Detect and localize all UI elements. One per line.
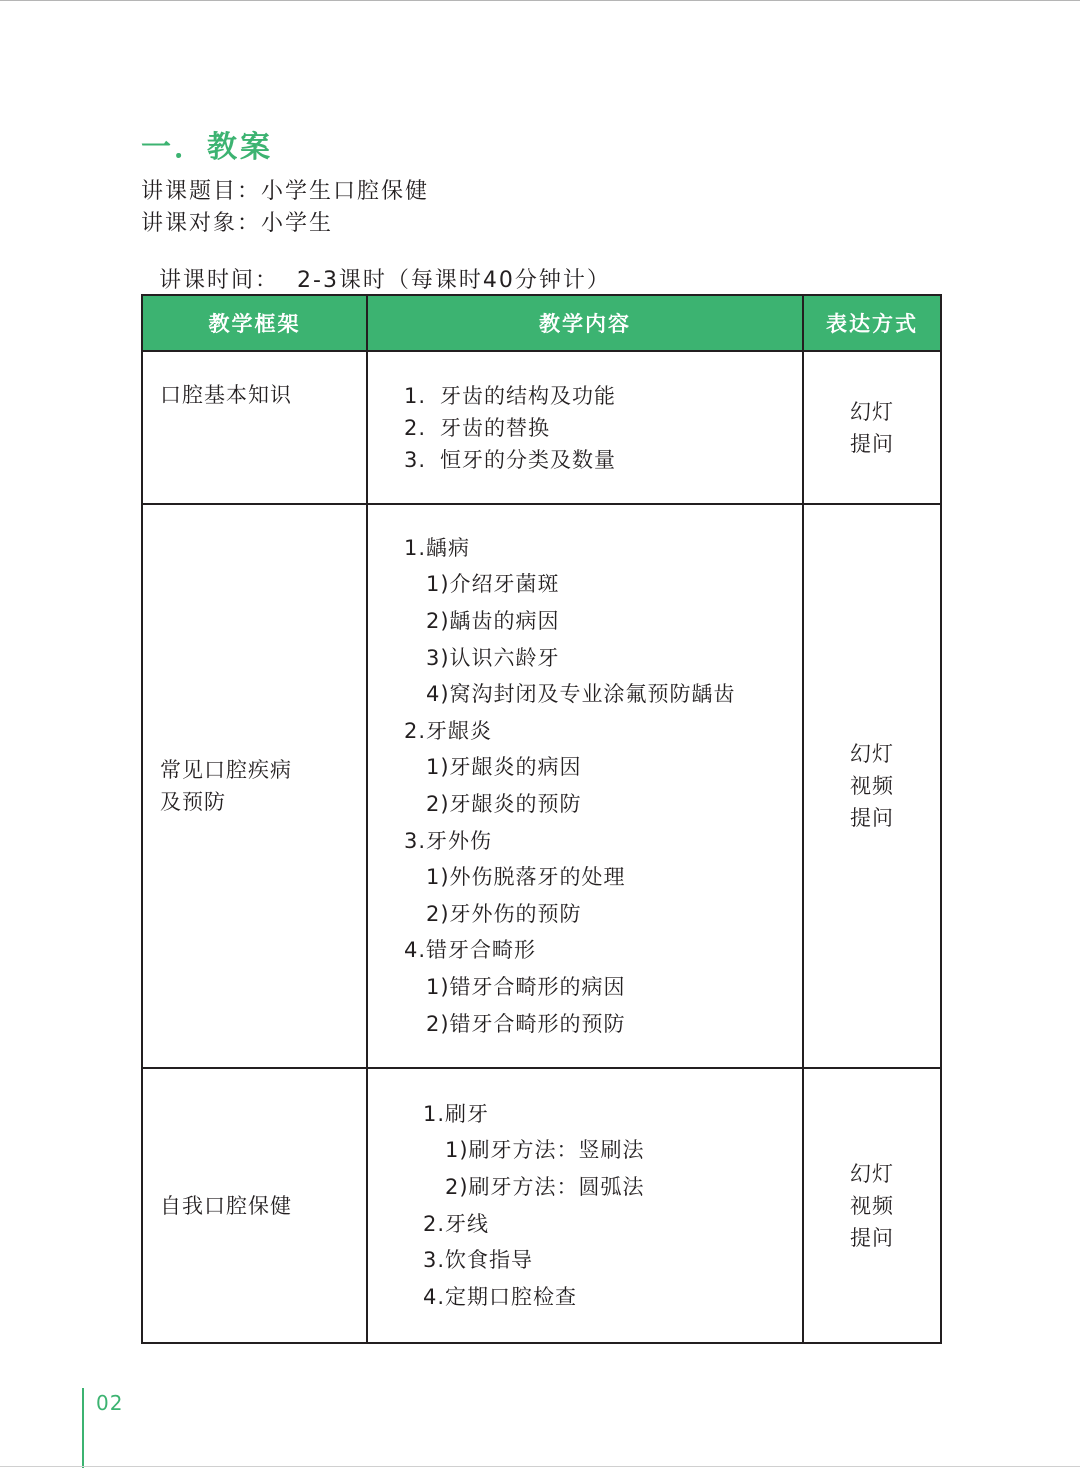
- subtopic-item: 1)牙龈炎的病因: [426, 755, 582, 780]
- table-row: [142, 504, 941, 1068]
- topic-item: 2.牙龈炎: [404, 718, 493, 743]
- meta-label: 讲课题目：: [141, 179, 262, 204]
- method-item: 提问: [850, 806, 894, 830]
- method-item: 提问: [850, 431, 894, 456]
- method-cell: [803, 351, 941, 504]
- topic-item: 4.定期口腔检查: [423, 1284, 578, 1309]
- bottom-rule: [0, 1466, 1080, 1467]
- content-cell: [367, 504, 803, 1068]
- meta-label: 讲课时间：: [159, 268, 280, 293]
- subtopic-item: 2)牙外伤的预防: [426, 901, 582, 926]
- header-method: 表达方式: [803, 295, 941, 351]
- meta-topic: [141, 174, 429, 205]
- subtopic-item: 2)刷牙方法：圆弧法: [445, 1174, 645, 1199]
- method-item: 幻灯: [850, 742, 894, 766]
- subtopic-item: 3)认识六龄牙: [426, 645, 560, 670]
- method-item: 提问: [850, 1225, 894, 1250]
- meta-value: 小学生口腔保健: [261, 179, 430, 204]
- subtopic-item: 2)龋齿的病因: [426, 609, 560, 634]
- topic-item: 1.龋病: [404, 535, 471, 560]
- header-content: 教学内容: [367, 295, 803, 351]
- table-row: [142, 351, 941, 504]
- table-header-row: [142, 295, 941, 351]
- frame-label: 口腔基本知识: [160, 383, 292, 407]
- content-list: [368, 380, 802, 476]
- topic-item: 2.牙线: [423, 1211, 490, 1236]
- method-item: 视频: [850, 774, 894, 798]
- topic-item: 3.饮食指导: [423, 1248, 534, 1273]
- method-cell: [803, 504, 941, 1068]
- content-tree: [368, 530, 802, 1042]
- section-title: 一．教案: [141, 130, 273, 165]
- meta-label: 讲课对象：: [141, 211, 262, 236]
- method-item: 幻灯: [850, 399, 894, 424]
- frame-cell: [142, 504, 367, 1068]
- header-framework: 教学框架: [142, 295, 367, 351]
- subtopic-item: 1)外伤脱落牙的处理: [426, 865, 626, 890]
- frame-label: 及预防: [160, 790, 226, 814]
- lesson-plan-table: [141, 294, 942, 1344]
- frame-cell: [142, 351, 367, 504]
- meta-audience: [141, 206, 333, 237]
- page-marker-bar: [82, 1388, 84, 1468]
- method-item: 视频: [850, 1193, 894, 1218]
- list-item: 1. 牙齿的结构及功能: [404, 383, 616, 408]
- meta-value: 小学生: [261, 211, 334, 236]
- method-cell: [803, 1068, 941, 1343]
- content-cell: [367, 351, 803, 504]
- content-tree: [368, 1096, 802, 1316]
- frame-label: 自我口腔保健: [160, 1193, 292, 1218]
- subtopic-item: 1)刷牙方法：竖刷法: [445, 1138, 645, 1163]
- topic-item: 1.刷牙: [423, 1101, 490, 1126]
- list-item: 2. 牙齿的替换: [404, 415, 550, 440]
- subtopic-item: 1)错牙合畸形的病因: [426, 974, 626, 999]
- page-number: 02: [96, 1391, 124, 1415]
- frame-cell: [142, 1068, 367, 1343]
- method-item: 幻灯: [850, 1161, 894, 1186]
- frame-label: 常见口腔疾病: [160, 758, 292, 782]
- subtopic-item: 4)窝沟封闭及专业涂氟预防龋齿: [426, 682, 736, 707]
- topic-item: 3.牙外伤: [404, 828, 493, 853]
- subtopic-item: 2)错牙合畸形的预防: [426, 1011, 626, 1036]
- table-row: [142, 1068, 941, 1343]
- subtopic-item: 2)牙龈炎的预防: [426, 792, 582, 816]
- meta-duration: [141, 238, 611, 294]
- meta-value: 2-3课时（每课时40分钟计）: [279, 268, 611, 293]
- topic-item: 4.错牙合畸形: [404, 938, 537, 963]
- content-cell: [367, 1068, 803, 1343]
- list-item: 3. 恒牙的分类及数量: [404, 447, 616, 472]
- top-rule: [0, 0, 1080, 1]
- subtopic-item: 1)介绍牙菌斑: [426, 572, 560, 597]
